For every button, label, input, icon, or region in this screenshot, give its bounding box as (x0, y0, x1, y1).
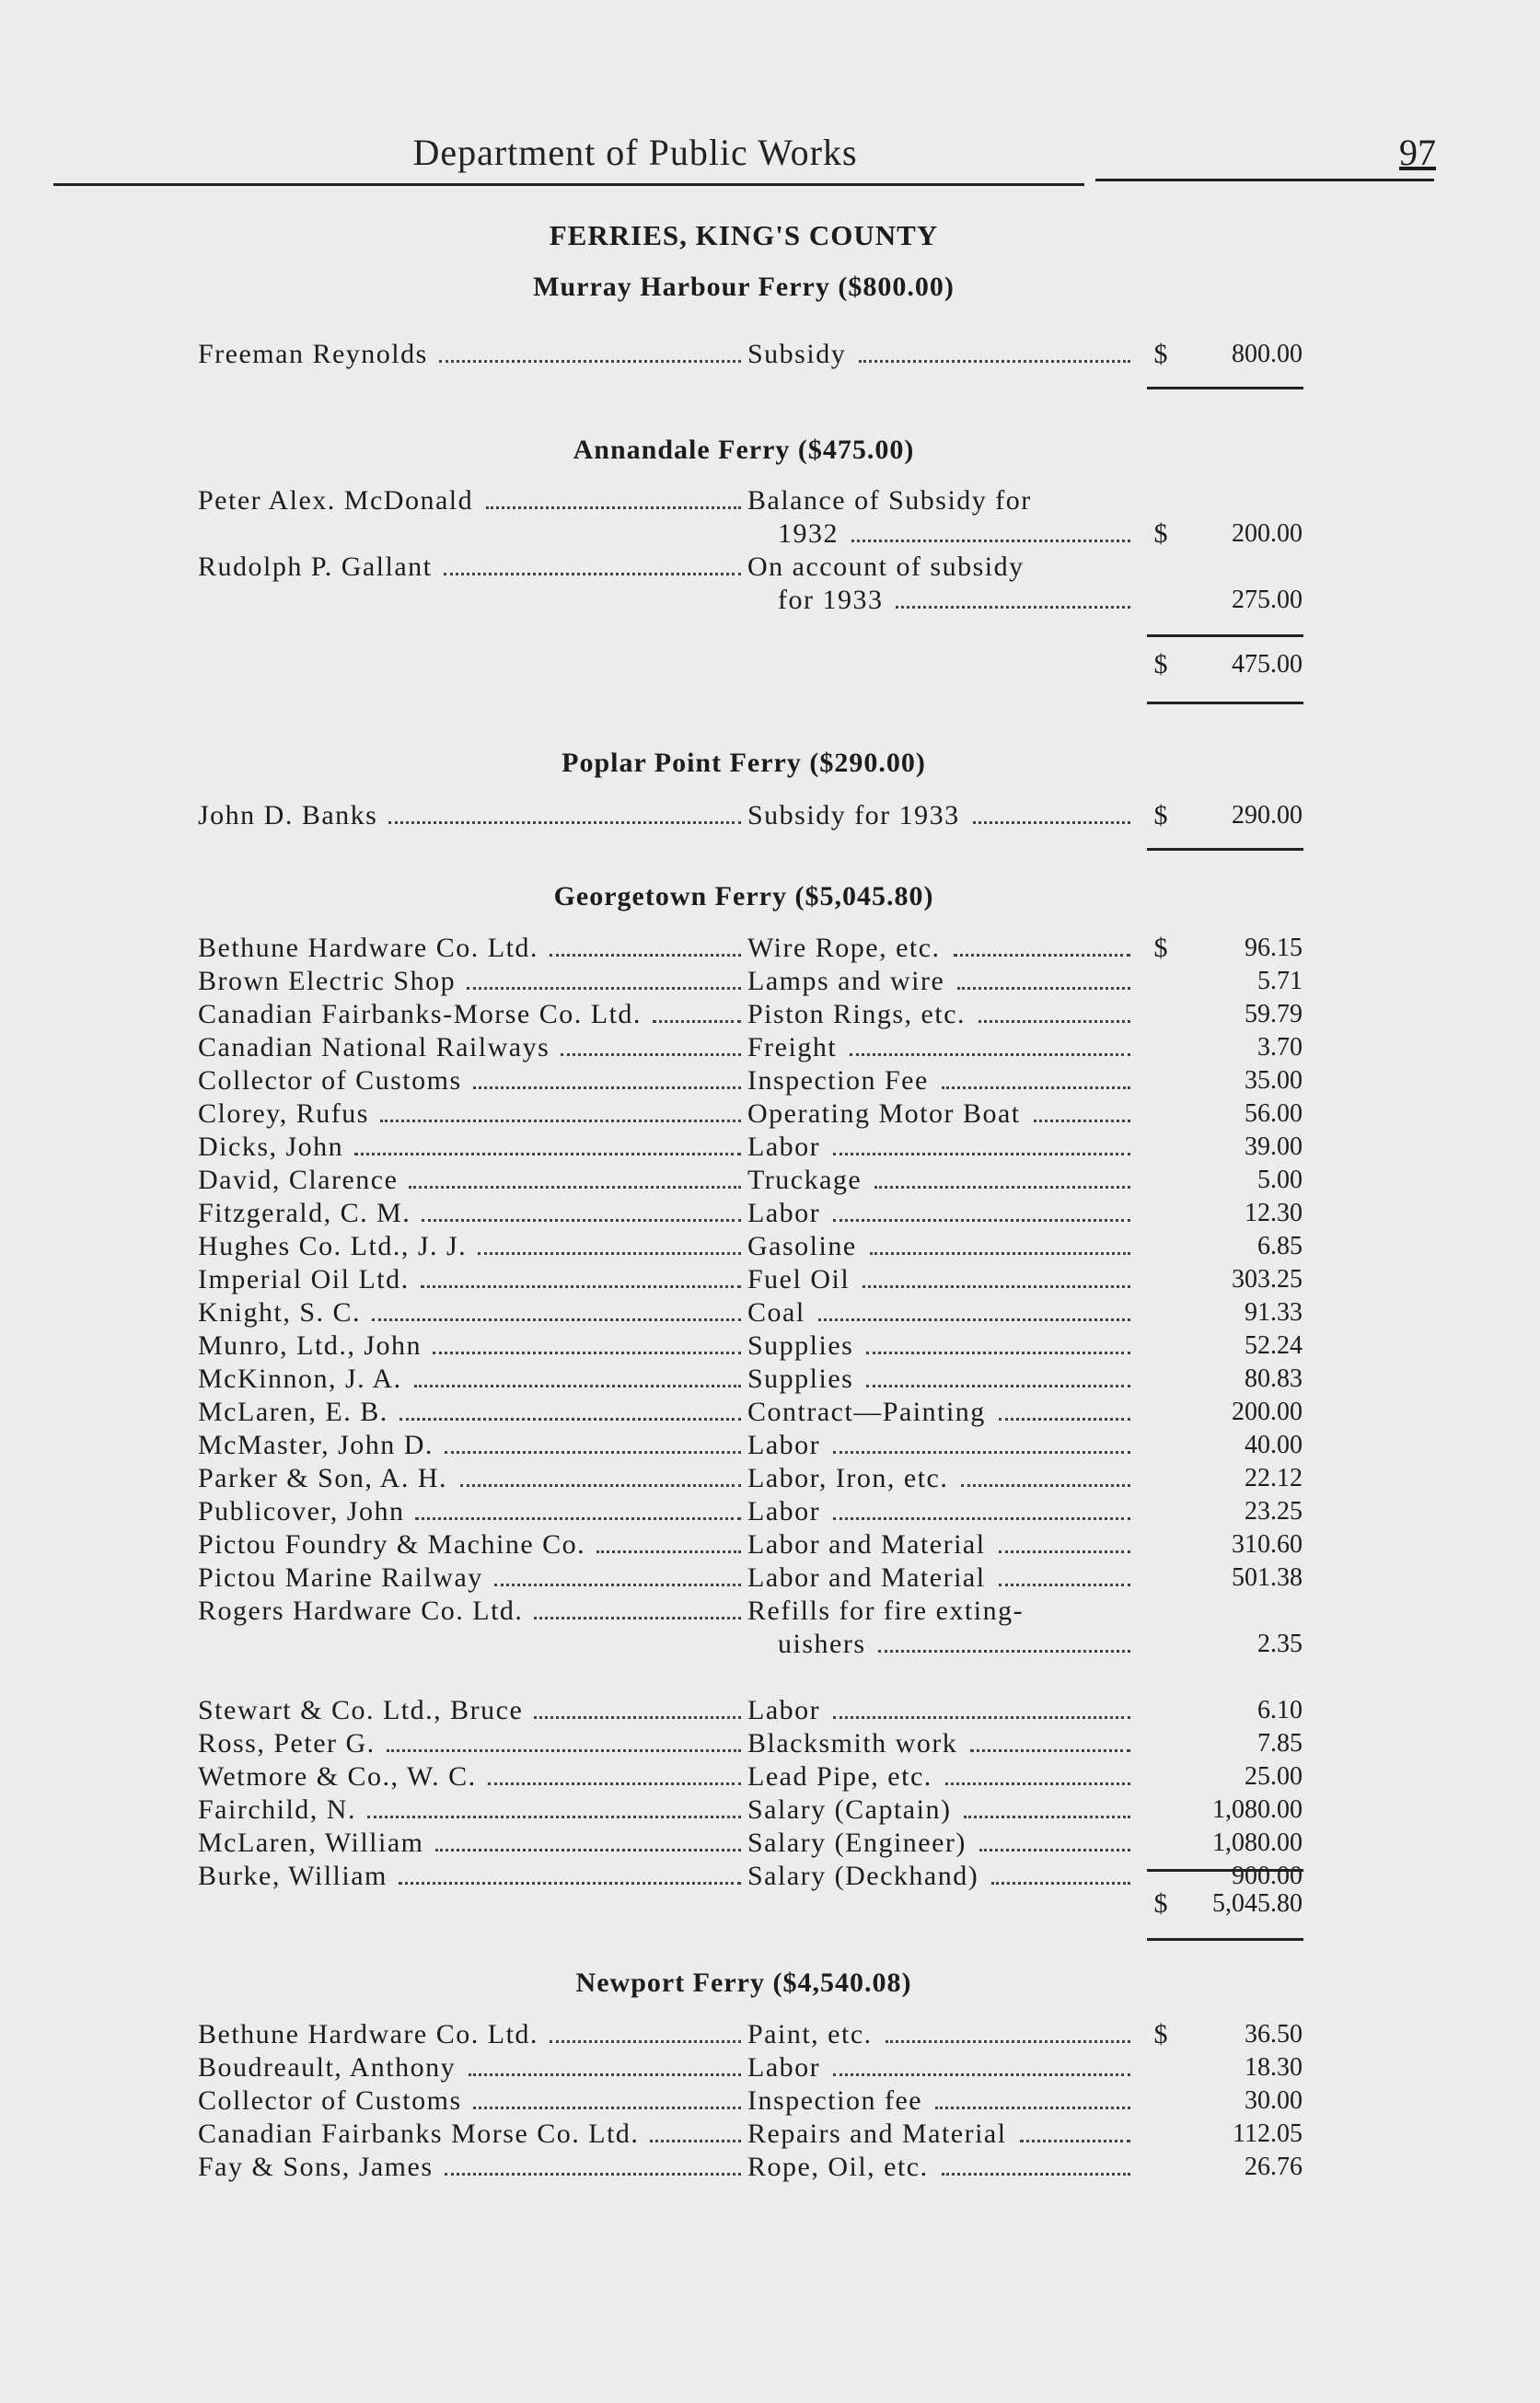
ledger-row (0, 1495, 1540, 1528)
item-description: Subsidy for 1933 (747, 800, 960, 830)
payee-name: Collector of Customs (198, 2085, 462, 2116)
dot-leader (372, 1296, 741, 1321)
payee-name: Hughes Co. Ltd., J. J. (198, 1231, 468, 1261)
ledger-row (0, 2151, 1540, 2184)
amount: 25.00 (1245, 1762, 1303, 1791)
amount: 56.00 (1245, 1099, 1303, 1128)
dot-leader (445, 2151, 741, 2176)
item-description: Labor and Material (747, 1562, 986, 1593)
item-description: Labor and Material (747, 1529, 986, 1560)
payee-name: Collector of Customs (198, 1065, 462, 1096)
ledger-row (0, 338, 1540, 371)
amount: 18.30 (1245, 2053, 1303, 2082)
amount: 6.10 (1257, 1696, 1303, 1724)
dollar-sign: $ (1153, 649, 1168, 679)
payee-name: Canadian Fairbanks Morse Co. Ltd. (198, 2119, 640, 2149)
ledger-row (0, 1131, 1540, 1164)
payee-name: Wetmore & Co., W. C. (198, 1761, 477, 1792)
dot-leader (866, 1363, 1130, 1387)
dot-leader (478, 1230, 741, 1255)
main-heading: FERRIES, KING'S COUNTY (549, 219, 939, 251)
amount: 59.79 (1245, 1000, 1303, 1028)
ledger-row (0, 2051, 1540, 2084)
item-description: Labor, Iron, etc. (747, 1463, 949, 1493)
amount: 5.00 (1257, 1166, 1303, 1194)
item-description: Repairs and Material (747, 2119, 1007, 2149)
amount: 290.00 (1232, 801, 1303, 830)
dot-leader (387, 1727, 741, 1752)
item-description: Coal (747, 1297, 805, 1328)
item-description: Blacksmith work (747, 1728, 958, 1759)
payee-name: David, Clarence (198, 1165, 399, 1195)
section-heading: Newport Ferry ($4,540.08) (575, 1968, 912, 1998)
dollar-sign: $ (1153, 933, 1168, 963)
dollar-sign: $ (1153, 518, 1168, 549)
header-rule (53, 183, 1084, 186)
amount: 22.12 (1245, 1464, 1303, 1492)
dollar-sign: $ (1153, 800, 1168, 830)
ledger-row (0, 1263, 1540, 1296)
payee-name: Pictou Marine Railway (198, 1562, 483, 1593)
item-description: Balance of Subsidy for (747, 485, 1032, 516)
item-description: Fuel Oil (747, 1264, 851, 1294)
item-description: Labor (747, 1430, 821, 1460)
dot-leader (399, 1860, 741, 1885)
amount: 5.71 (1257, 967, 1303, 995)
dot-leader (561, 1031, 741, 1056)
item-description: Subsidy (747, 339, 847, 369)
item-description: Lead Pipe, etc. (747, 1761, 932, 1792)
dot-leader (550, 2018, 741, 2043)
payee-name: Freeman Reynolds (198, 339, 428, 369)
dot-leader (896, 584, 1130, 609)
ledger-row (0, 1760, 1540, 1794)
dot-leader (935, 2084, 1130, 2109)
dot-leader (596, 1528, 741, 1553)
section-total: 475.00 (1232, 650, 1303, 679)
dot-leader (863, 1263, 1130, 1288)
dollar-sign: $ (1153, 1888, 1168, 1919)
item-description: Supplies (747, 1364, 854, 1394)
dot-leader (957, 965, 1130, 990)
payee-name: Dicks, John (198, 1132, 344, 1162)
dot-leader (653, 998, 741, 1023)
ledger-row (0, 1595, 1540, 1628)
amount: 96.15 (1245, 934, 1303, 962)
ledger-row (0, 1694, 1540, 1727)
dot-leader (999, 1561, 1130, 1586)
dot-leader (494, 1561, 741, 1586)
payee-name: Canadian Fairbanks-Morse Co. Ltd. (198, 999, 642, 1029)
amount: 52.24 (1245, 1331, 1303, 1360)
dot-leader (978, 998, 1130, 1023)
payee-name: Rogers Hardware Co. Ltd. (198, 1596, 524, 1626)
ledger-row (0, 1363, 1540, 1396)
payee-name: Clorey, Rufus (198, 1098, 369, 1129)
payee-name: Boudreault, Anthony (198, 2052, 457, 2083)
amount: 900.00 (1232, 1862, 1303, 1890)
amount: 39.00 (1245, 1132, 1303, 1161)
dot-leader (851, 517, 1130, 542)
item-description: Labor (747, 2052, 821, 2083)
ledger-row-continued (0, 584, 1540, 617)
ledger-row (0, 932, 1540, 965)
item-description: Labor (747, 1695, 821, 1725)
ledger-row (0, 1561, 1540, 1595)
total-rule (1147, 634, 1303, 637)
item-description: Paint, etc. (747, 2019, 873, 2049)
amount: 501.38 (1232, 1563, 1303, 1592)
dot-leader (380, 1097, 741, 1122)
item-description: Refills for fire exting- (747, 1596, 1025, 1626)
dot-leader (467, 965, 741, 990)
amount: 91.33 (1245, 1298, 1303, 1327)
amount: 80.83 (1245, 1364, 1303, 1393)
item-description: Rope, Oil, etc. (747, 2152, 929, 2182)
dot-leader (414, 1363, 741, 1387)
amount: 7.85 (1257, 1729, 1303, 1758)
ledger-row (0, 551, 1540, 584)
item-description: Salary (Deckhand) (747, 1861, 979, 1891)
payee-name: Fairchild, N. (198, 1794, 356, 1825)
dot-leader (833, 1495, 1130, 1520)
item-description-continued: for 1933 (778, 585, 884, 615)
amount: 23.25 (1245, 1497, 1303, 1526)
ledger-row (0, 1429, 1540, 1462)
item-description: Truckage (747, 1165, 863, 1195)
dollar-sign: $ (1153, 2019, 1168, 2049)
dot-leader (973, 799, 1130, 824)
total-rule (1147, 387, 1303, 389)
amount: 200.00 (1232, 519, 1303, 548)
ledger-row (0, 1528, 1540, 1561)
dot-leader (942, 2151, 1130, 2176)
dot-leader (818, 1296, 1130, 1321)
ledger-row (0, 2084, 1540, 2118)
dot-leader (439, 338, 741, 363)
payee-name: Fitzgerald, C. M. (198, 1198, 411, 1228)
payee-name: Ross, Peter G. (198, 1728, 376, 1759)
dot-leader (534, 1694, 741, 1719)
dot-leader (833, 1131, 1130, 1155)
dot-leader (433, 1329, 741, 1354)
payee-name: Imperial Oil Ltd. (198, 1264, 410, 1294)
ledger-row (0, 1827, 1540, 1860)
dollar-sign: $ (1153, 339, 1168, 369)
item-description: Labor (747, 1132, 821, 1162)
item-description-continued: 1932 (778, 518, 839, 549)
dot-leader (550, 932, 741, 957)
dot-leader (409, 1164, 741, 1189)
dot-leader (878, 1628, 1130, 1653)
ledger-row (0, 1064, 1540, 1097)
header-rule-right (1095, 179, 1434, 181)
dot-leader (444, 551, 741, 575)
ledger-row (0, 1329, 1540, 1363)
payee-name: McMaster, John D. (198, 1430, 434, 1460)
total-rule (1147, 1938, 1303, 1941)
payee-name: McKinnon, J. A. (198, 1364, 402, 1394)
ledger-row (0, 2118, 1540, 2151)
amount: 30.00 (1245, 2086, 1303, 2115)
amount: 800.00 (1232, 340, 1303, 368)
ledger-row-continued (0, 517, 1540, 551)
amount: 275.00 (1232, 586, 1303, 614)
total-rule (1147, 1869, 1303, 1872)
payee-name: Parker & Son, A. H. (198, 1463, 447, 1493)
dot-leader (833, 1197, 1130, 1222)
amount: 40.00 (1245, 1431, 1303, 1459)
dot-leader (979, 1827, 1130, 1852)
payee-name: Peter Alex. McDonald (198, 485, 474, 516)
ledger-row (0, 1197, 1540, 1230)
payee-name: John D. Banks (198, 800, 378, 830)
dot-leader (874, 1164, 1130, 1189)
dot-leader (388, 799, 741, 824)
payee-name: Publicover, John (198, 1496, 405, 1527)
total-rule (1147, 702, 1303, 704)
ledger-row (0, 1164, 1540, 1197)
dot-leader (999, 1528, 1130, 1553)
item-description: Labor (747, 1198, 821, 1228)
dot-leader (422, 1197, 741, 1222)
ledger-row (0, 1230, 1540, 1263)
dot-leader (399, 1396, 741, 1421)
dot-leader (650, 2118, 741, 2142)
amount: 36.50 (1245, 2020, 1303, 2049)
amount: 310.60 (1232, 1530, 1303, 1559)
amount: 6.85 (1257, 1232, 1303, 1260)
dot-leader (445, 1429, 741, 1454)
payee-name: Pictou Foundry & Machine Co. (198, 1529, 586, 1560)
payee-name: Munro, Ltd., John (198, 1330, 422, 1361)
item-description: Salary (Captain) (747, 1794, 952, 1825)
amount: 200.00 (1232, 1398, 1303, 1426)
dot-leader (859, 338, 1130, 363)
ledger-row-continued (0, 1628, 1540, 1661)
dot-leader (945, 1760, 1130, 1785)
dot-leader (833, 2051, 1130, 2076)
dot-leader (942, 1064, 1130, 1089)
section-heading: Georgetown Ferry ($5,045.80) (553, 881, 934, 911)
dot-leader (473, 2084, 741, 2109)
ledger-row (0, 1462, 1540, 1495)
payee-name: Bethune Hardware Co. Ltd. (198, 933, 538, 963)
ledger-row (0, 1296, 1540, 1329)
dot-leader (488, 1760, 741, 1785)
running-head-title: Department of Public Works (412, 132, 858, 173)
section-total: 5,045.80 (1212, 1889, 1303, 1918)
payee-name: Rudolph P. Gallant (198, 551, 433, 582)
payee-name: Brown Electric Shop (198, 966, 457, 996)
dot-leader (486, 484, 741, 509)
ledger-row (0, 1396, 1540, 1429)
ledger-row (0, 1097, 1540, 1131)
item-description: Lamps and wire (747, 966, 945, 996)
ledger-row (0, 998, 1540, 1031)
dot-leader (421, 1263, 741, 1288)
payee-name: Knight, S. C. (198, 1297, 362, 1328)
payee-name: McLaren, William (198, 1828, 424, 1858)
dot-leader (970, 1727, 1130, 1752)
amount: 1,080.00 (1212, 1828, 1303, 1857)
item-description: On account of subsidy (747, 551, 1025, 582)
payee-name: Fay & Sons, James (198, 2152, 434, 2182)
ledger-row (0, 2018, 1540, 2051)
dot-leader (954, 932, 1130, 957)
item-description: Inspection fee (747, 2085, 923, 2116)
amount: 35.00 (1245, 1066, 1303, 1095)
dot-leader (866, 1329, 1130, 1354)
section-heading: Murray Harbour Ferry ($800.00) (533, 272, 955, 302)
item-description: Contract—Painting (747, 1397, 986, 1427)
dot-leader (964, 1794, 1130, 1818)
amount: 1,080.00 (1212, 1795, 1303, 1824)
payee-name: Canadian National Railways (198, 1032, 550, 1062)
payee-name: Bethune Hardware Co. Ltd. (198, 2019, 538, 2049)
ledger-row (0, 1727, 1540, 1760)
payee-name: McLaren, E. B. (198, 1397, 388, 1427)
dot-leader (460, 1462, 741, 1487)
dot-leader (367, 1794, 741, 1818)
dot-leader (473, 1064, 741, 1089)
dot-leader (1034, 1097, 1130, 1122)
dot-leader (870, 1230, 1130, 1255)
amount: 112.05 (1233, 2119, 1303, 2148)
dot-leader (833, 1694, 1130, 1719)
dot-leader (991, 1860, 1130, 1885)
dot-leader (354, 1131, 741, 1155)
ledger-row (0, 799, 1540, 832)
amount: 3.70 (1257, 1033, 1303, 1062)
amount: 2.35 (1257, 1630, 1303, 1658)
amount: 303.25 (1232, 1265, 1303, 1294)
item-description-continued: uishers (778, 1629, 866, 1659)
dot-leader (415, 1495, 741, 1520)
section-heading: Annandale Ferry ($475.00) (573, 435, 915, 465)
dot-leader (435, 1827, 741, 1852)
section-heading: Poplar Point Ferry ($290.00) (562, 748, 926, 778)
ledger-row (0, 484, 1540, 517)
total-rule (1147, 848, 1303, 851)
dot-leader (999, 1396, 1130, 1421)
ledger-row (0, 1031, 1540, 1064)
item-description: Freight (747, 1032, 838, 1062)
dot-leader (1020, 2118, 1130, 2142)
dot-leader (534, 1595, 741, 1619)
item-description: Gasoline (747, 1231, 857, 1261)
amount: 26.76 (1245, 2153, 1303, 2181)
payee-name: Burke, William (198, 1861, 388, 1891)
item-description: Labor (747, 1496, 821, 1527)
payee-name: Stewart & Co. Ltd., Bruce (198, 1695, 524, 1725)
item-description: Operating Motor Boat (747, 1098, 1021, 1129)
section-total-row (0, 1887, 1540, 1921)
amount: 12.30 (1245, 1199, 1303, 1227)
item-description: Inspection Fee (747, 1065, 929, 1096)
item-description: Supplies (747, 1330, 854, 1361)
section-total-row (0, 648, 1540, 681)
dot-leader (469, 2051, 741, 2076)
dot-leader (850, 1031, 1130, 1056)
page-number: 97 (1399, 132, 1436, 173)
dot-leader (833, 1429, 1130, 1454)
dot-leader (961, 1462, 1130, 1487)
item-description: Piston Rings, etc. (747, 999, 967, 1029)
ledger-row (0, 1794, 1540, 1827)
ledger-row (0, 965, 1540, 998)
item-description: Salary (Engineer) (747, 1828, 967, 1858)
dot-leader (886, 2018, 1130, 2043)
item-description: Wire Rope, etc. (747, 933, 941, 963)
